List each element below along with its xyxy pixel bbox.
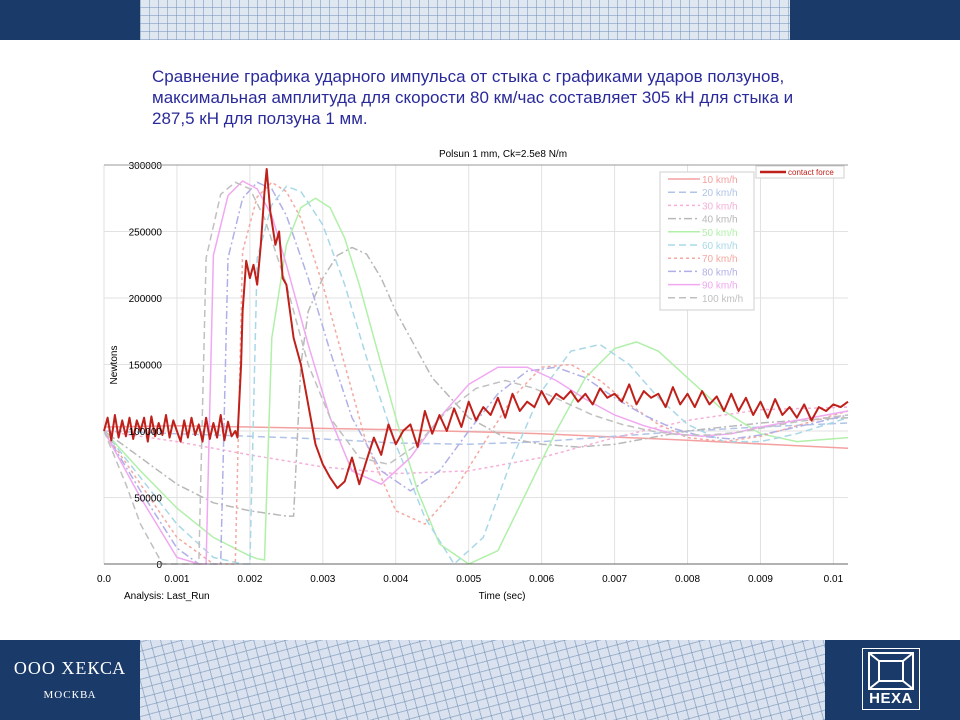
y-axis-label: Newtons [109, 345, 120, 385]
company-name: ООО ХЕКСА [13, 658, 127, 678]
chart-title: Polsun 1 mm, Ck=2.5e8 N/m [438, 149, 568, 160]
headline-line-3: 287,5 кН для ползуна 1 мм. [152, 109, 368, 128]
legend-entry: 20 km/h [702, 188, 738, 200]
headline-line-1: Сравнение графика ударного импульса от стыка с графиками ударов ползунов, [152, 67, 785, 86]
legend-entry: 90 km/h [702, 280, 738, 292]
x-tick-label: 0.002 [237, 574, 263, 585]
y-tick-label: 150000 [128, 360, 162, 372]
y-tick-label: 200000 [128, 294, 162, 305]
legend-entry: 30 km/h [702, 201, 738, 213]
mesh-image-bottom [140, 640, 825, 720]
hexa-logo [862, 648, 920, 710]
series-legend [660, 172, 754, 310]
x-tick-label: 0.008 [675, 574, 701, 585]
legend-entry: 80 km/h [702, 267, 738, 279]
x-tick-label: 0.004 [383, 574, 409, 585]
y-tick-label: 0 [156, 560, 162, 571]
legend-entry: 60 km/h [702, 241, 738, 252]
x-tick-label: 0.009 [747, 574, 773, 585]
x-tick-label: 0.003 [310, 574, 336, 585]
y-tick-label: 300000 [128, 161, 162, 172]
company-block [0, 658, 140, 701]
x-tick-label: 0.006 [529, 574, 555, 585]
x-tick-label: 0.01 [823, 574, 844, 585]
legend-entry: 50 km/h [702, 227, 738, 239]
hexa-logo-mark [863, 649, 919, 693]
legend-entry: 40 km/h [702, 214, 738, 226]
headline-line-2: максимальная амплитуда для скорости 80 км/час составляет 305 кН для стыка и [152, 88, 794, 107]
logo-text: HEXA [869, 690, 913, 707]
legend-entry: 10 km/h [702, 175, 738, 186]
analysis-footnote: Analysis: Last_Run [124, 591, 210, 602]
legend-entry: 70 km/h [702, 254, 738, 266]
x-tick-label: 0.007 [602, 574, 628, 585]
x-tick-label: 0.005 [456, 574, 482, 585]
x-tick-label: 0.001 [164, 574, 190, 585]
contact-legend [756, 166, 844, 178]
contact-legend-label: contact force [788, 168, 834, 177]
legend-entry: 100 km/h [702, 293, 744, 305]
y-tick-label: 100000 [128, 427, 162, 438]
x-tick-label: 0.0 [97, 574, 111, 585]
bottom-banner [0, 640, 960, 720]
company-city: МОСКВА [43, 689, 97, 701]
y-tick-label: 250000 [128, 227, 162, 239]
y-tick-label: 50000 [134, 493, 162, 505]
x-axis-label: Time (sec) [478, 591, 526, 602]
